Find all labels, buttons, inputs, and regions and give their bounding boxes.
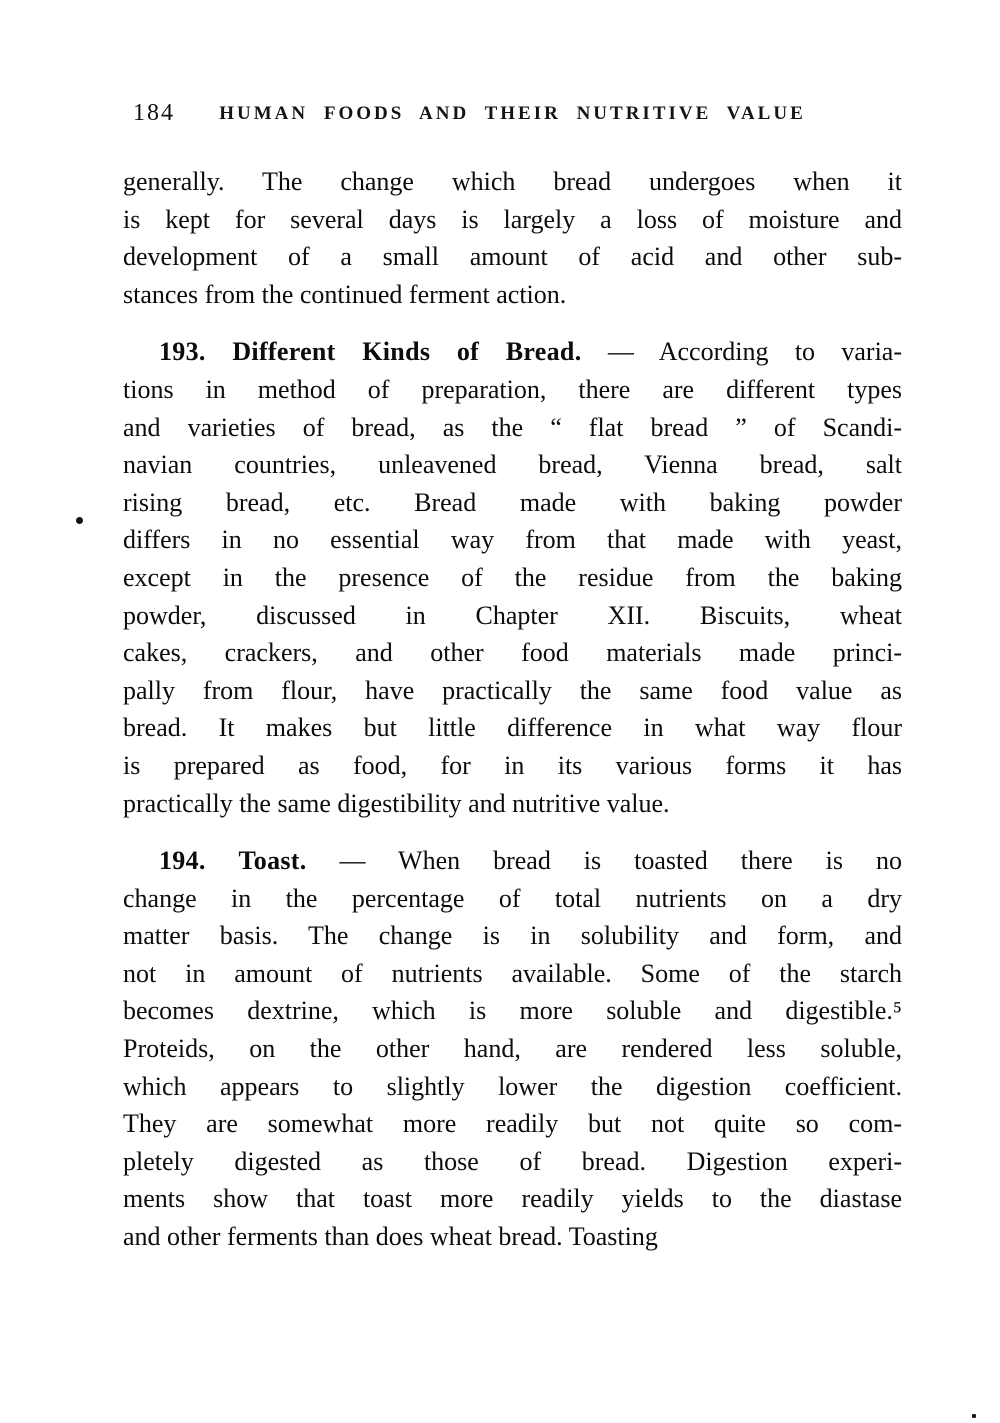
body-text [123,163,902,1256]
text-line: Proteids, on the other hand, are rendered less soluble, [123,1034,902,1064]
margin-mark [76,517,83,524]
text-line: and varieties of bread, as the “ flat bread ” of Scandi- [123,412,902,442]
page-header [123,100,902,130]
text-line: except in the presence of the residue from the baking [123,562,902,592]
text-line: practically the same digestibility and nutritive value. [123,788,670,818]
text-line: differs in no essential way from that made with yeast, [123,525,902,555]
paragraph-193-different-kinds-of-bread [123,333,902,822]
text-line: 194. Toast. — When bread is toasted there is no [159,846,903,876]
text-line: which appears to slightly lower the digestion coefficient. [123,1071,902,1101]
text-line: rising bread, etc. Bread made with baking powder [123,487,902,517]
text-line: ments show that toast more readily yields to the diastase [123,1184,902,1214]
running-title: HUMAN FOODS AND THEIR NUTRITIVE VALUE [219,103,806,124]
section-heading: 194. Toast. [159,846,307,876]
text-line: generally. The change which bread undergoes when it [123,167,902,196]
text-line: powder, discussed in Chapter XII. Biscuits, wheat [123,600,902,630]
text-line: development of a small amount of acid and other sub- [123,242,902,272]
text-line: navian countries, unleavened bread, Vienna bread, salt [123,450,902,480]
text-line: stances from the continued ferment action. [123,279,567,309]
text-line: bread. It makes but little difference in what way flour [123,713,902,743]
text-line: not in amount of nutrients available. Some of the starch [123,958,902,988]
text-line: tions in method of preparation, there are different types [123,374,902,404]
text-line: 193. Different Kinds of Bread. — According to varia- [159,337,902,367]
text-line: matter basis. The change is in solubility and form, and [123,921,902,951]
text-line: pally from flour, have practically the same food value as [123,675,902,705]
text-line: pletely digested as those of bread. Digestion experi- [123,1146,902,1176]
text-line: They are somewhat more readily but not quite so com- [123,1109,902,1139]
text-line: becomes dextrine, which is more soluble and digestible.⁵ [123,996,902,1026]
section-heading: 193. Different Kinds of Bread. [159,337,582,367]
paragraph-194-toast [123,842,902,1256]
text-line: is prepared as food, for in its various forms it has [123,750,902,780]
text-line: is kept for several days is largely a loss of moisture and [123,204,902,234]
text-line: cakes, crackers, and other food materials made princi- [123,638,902,668]
text-line: and other ferments than does wheat bread. Toasting [123,1222,658,1252]
page-number: 184 [133,100,175,126]
scan-speck [972,1414,976,1418]
text-line: change in the percentage of total nutrients on a dry [123,883,902,913]
paragraph-continuation [123,163,902,313]
